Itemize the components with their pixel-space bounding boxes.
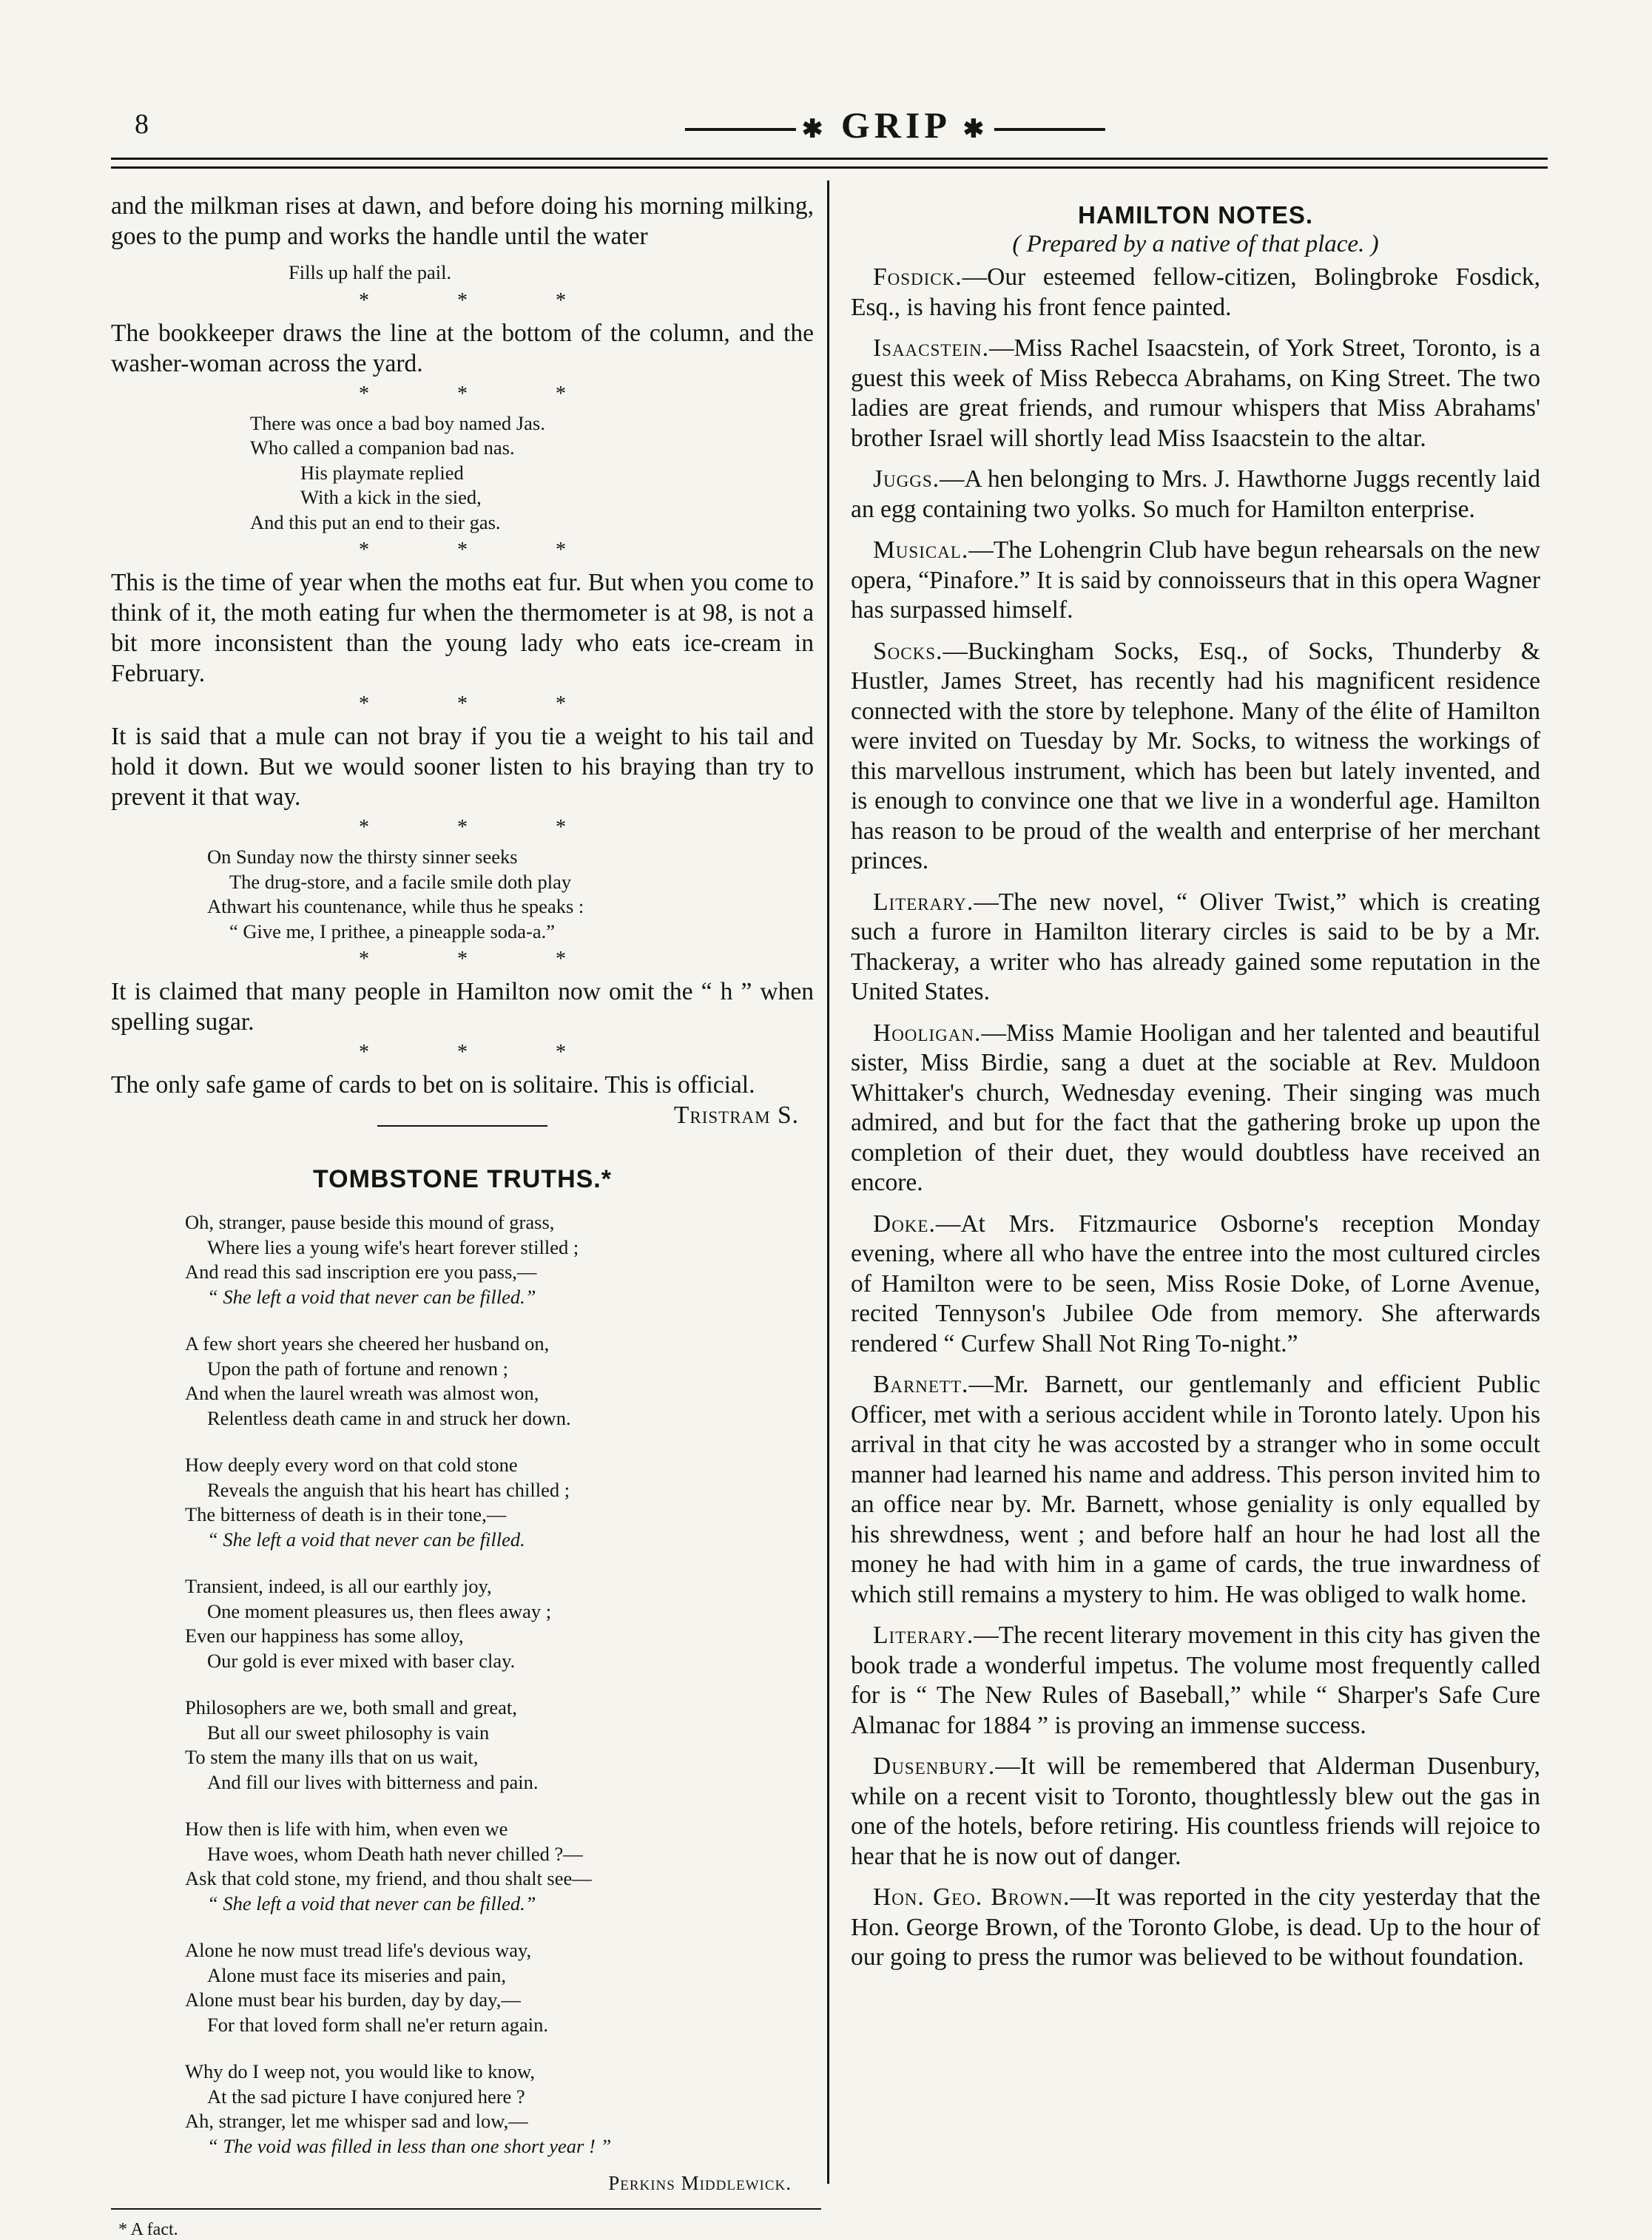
verse-line: Oh, stranger, pause beside this mound of grass, [185,1211,555,1233]
note-item [851,1883,1540,1973]
note-item [851,536,1540,626]
masthead-rule-right [994,128,1105,131]
poem-stanza [185,1696,814,1795]
note-lead: Literary. [873,888,974,916]
masthead [679,104,1111,146]
verse-line: Upon the path of fortune and renown ; [207,1357,508,1380]
note-item [851,465,1540,524]
hamilton-notes-subtitle: ( Prepared by a native of that place. ) [1012,231,1379,257]
verse-line: Have woes, whom Death hath never chilled ?— [207,1842,583,1865]
limerick [250,411,814,536]
paragraph-bookkeeper: The bookkeeper draws the line at the bottom of the column, and the washer-woman across the yard. [111,319,814,377]
verse-line: Transient, indeed, is all our earthly joy, [185,1575,492,1597]
poem-stanza [185,1574,814,1673]
masthead-rule-left [685,128,796,131]
note-lead: Hon. Geo. Brown. [873,1883,1071,1911]
header-rule-top [111,158,1548,160]
verse-line: And when the laurel wreath was almost won, [185,1382,539,1404]
poem-stanza [185,1210,814,1309]
poem-stanza [185,1453,814,1552]
note-text: —The Lohengrin Club have begun rehearsals on the new opera, “Pinafore.” It is said by connoisseurs that in this opera Wagner has surpassed himself. [851,536,1540,624]
verse-line: “ Give me, I prithee, a pineapple soda-a.” [229,920,555,942]
page-header [111,104,1546,148]
note-lead: Literary. [873,1622,974,1649]
note-text: —A hen belonging to Mrs. J. Hawthorne Juggs recently laid an egg containing two yolks. So much for Hamilton enterprise. [851,465,1540,523]
verse-line: And read this sad inscription ere you pass,— [185,1261,537,1283]
verse-line: A few short years she cheered her husband on, [185,1332,550,1355]
paragraph-solitaire [111,1070,814,1129]
verse-line: Relentless death came in and struck her down. [207,1406,571,1429]
note-text: —Buckingham Socks, Esq., of Socks, Thunderby & Hustler, James Street, has recently had his magnificent residence connected with the store by telephone. Many of the élite of Hamilton were invited on Tuesday by Mr. Socks, to witness the workings of this marvellous instrument, which has been but lately invented, and is enough to convince one that we live in a wonderful age. Hamilton has reason to be proud of the wealth and enterprise of her merchant princes. [851,637,1540,874]
verse-line: And this put an end to their gas. [250,510,501,533]
note-item [851,1621,1540,1741]
verse-line: Reveals the anguish that his heart has chilled ; [207,1478,570,1501]
note-item [851,334,1540,453]
note-lead: Hooligan. [873,1019,982,1047]
verse-line: With a kick in the sied, [300,486,482,508]
note-lead: Musical. [873,536,969,564]
verse-line: Ask that cold stone, my friend, and thou shalt see— [185,1867,592,1889]
star-icon: ✱ [962,115,989,144]
verse-line: The bitterness of death is in their tone,— [185,1503,507,1525]
verse-line: But all our sweet philosophy is vain [207,1721,490,1744]
note-text: —Our esteemed fellow-citizen, Bolingbroke Fosdick, Esq., is having his front fence painted. [851,263,1540,321]
solitaire-text: The only safe game of cards to bet on is solitaire. This is official. [111,1071,755,1099]
paragraph-milkman: and the milkman rises at dawn, and before doing his morning milking, goes to the pump and works the handle until the water [111,192,814,250]
verse-line: For that loved form shall ne'er return again. [207,2013,549,2036]
note-item [851,888,1540,1008]
note-item [851,637,1540,877]
verse-line: His playmate replied [300,461,464,484]
signature-tristram: Tristram S. [673,1102,799,1129]
verse-line: “ She left a void that never can be filled.” [207,1285,536,1308]
footnote-rule [111,2208,821,2210]
separator-stars: * * * [359,539,607,561]
note-text: —Mr. Barnett, our gentlemanly and efficient Public Officer, met with a serious accident while in Toronto lately. Upon his arrival in that city he was accosted by a stranger who in some occult manner had learned his name and address. This person invited him to an office near by. Mr. Barnett, whose geniality is only equalled by his shrewdness, went ; and before half an hour he had lost all the money he had with him in a game of cards, the true inwardness of which still remains a mystery to him. He was obliged to walk home. [851,1371,1540,1608]
verse-line: There was once a bad boy named Jas. [250,411,545,434]
separator-stars: * * * [359,289,607,312]
note-lead: Fosdick. [873,263,962,291]
note-text: —The new novel, “ Oliver Twist,” which is creating such a furore in Hamilton literary circles is said to be by a Mr. Thackeray, a writer who has already gained some reputation in the United States. [851,888,1540,1005]
note-lead: Socks. [873,637,943,665]
note-text: —It was reported in the city yesterday that the Hon. George Brown, of the Toronto Globe, is dead. Up to the hour of our going to press the rumor was believed to be without foundation. [851,1883,1540,1971]
page-number: 8 [135,109,149,140]
verse-line: Alone he now must tread life's devious way, [185,1939,532,1961]
note-lead: Doke. [873,1210,936,1238]
paragraph-sugar: It is claimed that many people in Hamilton now omit the “ h ” when spelling sugar. [111,978,814,1036]
verse-line: Who called a companion bad nas. [250,436,515,459]
note-item [851,1752,1540,1872]
note-lead: Barnett. [873,1371,969,1398]
note-item [851,1370,1540,1610]
verse-line: To stem the many ills that on us wait, [185,1746,479,1768]
verse-line: Our gold is ever mixed with baser clay. [207,1649,516,1672]
poem-stanza [185,1938,814,2037]
verse-line: Even our happiness has some alloy, [185,1625,464,1647]
right-column [851,191,1540,1984]
note-text: —At Mrs. Fitzmaurice Osborne's reception Monday evening, where all who have the entree into the most cultured circles of Hamilton were to be seen, Miss Rosie Doke, of Lorne Avenue, recited Tennyson's Jubilee Ode from memory. She afterwards rendered “ Curfew Shall Not Ring To-night.” [851,1210,1540,1357]
hamilton-notes-title: HAMILTON NOTES. [1077,201,1314,229]
note-item [851,1019,1540,1198]
poem-stanza [185,1332,814,1431]
separator-stars: * * * [359,382,607,405]
verse-line: At the sad picture I have conjured here ? [207,2085,525,2108]
sunday-verse [207,845,814,944]
footnote: * A fact. [118,2220,178,2239]
separator-stars: * * * [359,692,607,715]
tombstone-poem [185,1210,814,2159]
separator-stars: * * * [359,948,607,971]
poem-stanza [185,2059,814,2159]
verse-line: The drug-store, and a facile smile doth play [229,870,572,893]
header-rule-bottom [111,166,1548,169]
note-text: —It will be remembered that Alderman Dusenbury, while on a recent visit to Toronto, thoughtlessly blew out the gas in one of the hotels, before retiring. His countless friends will rejoice to hear that he is now out of danger. [851,1752,1540,1870]
note-lead: Juggs. [873,465,940,493]
paragraph-mule: It is said that a mule can not bray if you tie a weight to his tail and hold it down. But we would sooner listen to his braying than try to prevent it that way. [111,723,814,811]
verse-line: Alone must bear his burden, day by day,— [185,1988,521,2011]
tombstone-truths-title: TOMBSTONE TRUTHS.* [313,1165,612,1193]
left-column [111,191,814,2240]
signature-perkins: Perkins Middlewick. [608,2172,792,2194]
verse-line: And fill our lives with bitterness and pain. [207,1770,539,1793]
verse-line: How then is life with him, when even we [185,1818,508,1840]
column-divider [827,181,829,2184]
note-item [851,263,1540,323]
verse-line: Why do I weep not, you would like to know, [185,2060,536,2082]
poem-stanza [185,1817,814,1916]
star-icon: ✱ [801,115,828,144]
note-text: —The recent literary movement in this city has given the book trade a wonderful impetus. The volume most frequently called for is “ The New Rules of Baseball,” while “ Sharper's Safe Cure Almanac for 1884 ” is proving an immense success. [851,1622,1540,1739]
verse-line: One moment pleasures us, then flees away ; [207,1599,552,1622]
hamilton-notes-list [851,263,1540,1973]
masthead-title: GRIP [840,104,950,146]
note-text: —Miss Mamie Hooligan and her talented and beautiful sister, Miss Birdie, sang a duet at the sociable at Rev. Muldoon Whittaker's church, Wednesday evening. Their singing was much admired, and but for the fact that the gathering broke up upon the completion of their duet, they would doubtless have received an encore. [851,1019,1540,1196]
paragraph-moths: This is the time of year when the moths eat fur. But when you come to think of it, the moth eating fur when the thermometer is at 98, is not a bit more inconsistent than the young lady who eats ice-cream in February. [111,569,814,687]
note-lead: Isaacstein. [873,334,990,362]
separator-stars: * * * [359,1041,607,1064]
separator-stars: * * * [359,816,607,839]
verse-line: Alone must face its miseries and pain, [207,1963,507,1986]
note-text: —Miss Rachel Isaacstein, of York Street, Toronto, is a guest this week of Miss Rebecca Abrahams, on King Street. The two ladies are great friends, and rumour whispers that Miss Abrahams' brother Israel will shortly lead Miss Isaacstein to the altar. [851,334,1540,452]
note-lead: Dusenbury. [873,1752,996,1780]
verse-line: On Sunday now the thirsty sinner seeks [207,846,518,868]
verse-line: “ She left a void that never can be filled. [207,1528,525,1551]
verse-line-pail: Fills up half the pail. [289,261,452,283]
verse-line: Ah, stranger, let me whisper sad and low,— [185,2110,528,2132]
verse-line: Athwart his countenance, while thus he speaks : [207,895,584,917]
verse-line: “ The void was filled in less than one short year ! ” [207,2134,612,2157]
section-rule [377,1125,547,1127]
verse-line: How deeply every word on that cold stone [185,1454,518,1476]
note-item [851,1210,1540,1360]
verse-line: Philosophers are we, both small and great, [185,1696,517,1718]
verse-line: Where lies a young wife's heart forever stilled ; [207,1235,579,1258]
verse-line: “ She left a void that never can be filled.” [207,1892,536,1915]
